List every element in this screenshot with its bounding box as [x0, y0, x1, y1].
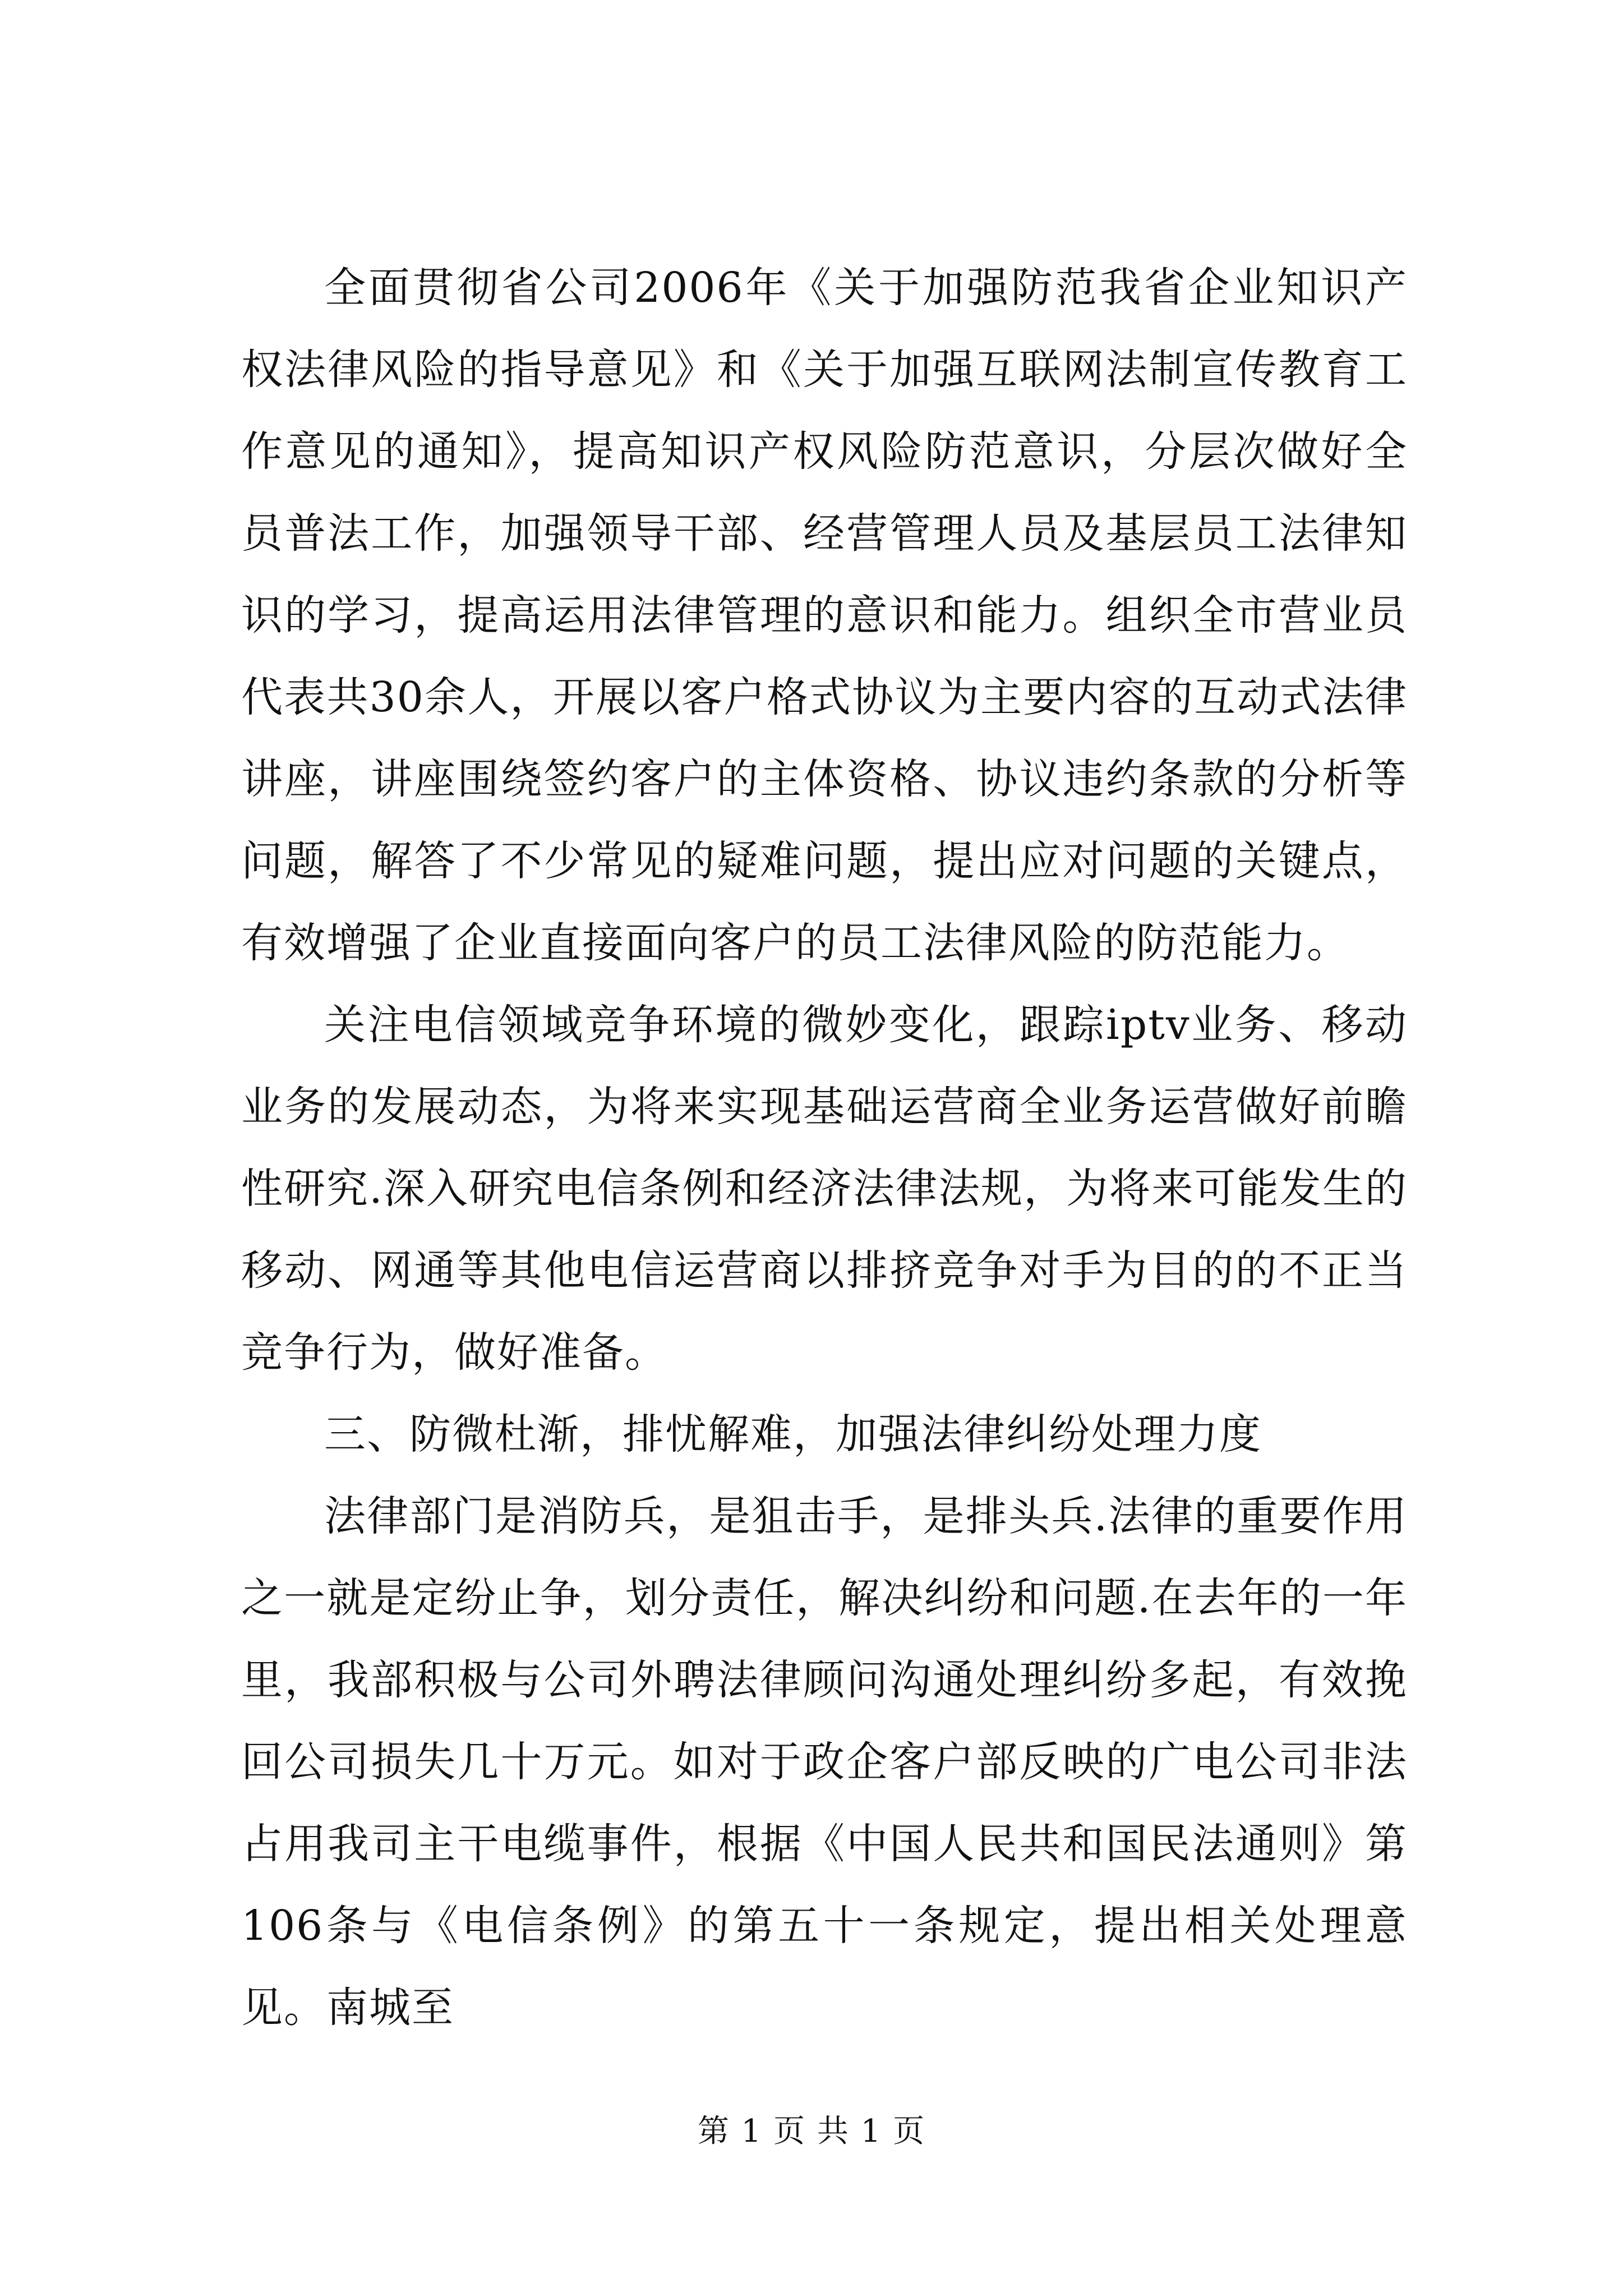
- paragraph-telecom-competition: 关注电信领域竞争环境的微妙变化，跟踪iptv业务、移动业务的发展动态，为将来实现基础运营商全业务运营做好前瞻性研究.深入研究电信条例和经济法律法规，为将来可能发生的移动、网通等其他电信运营商以排挤竞争对手为目的的不正当竞争行为，做好准备。: [241, 1001, 1408, 1377]
- document-body: [241, 247, 1408, 2049]
- paragraph-legal-department-role: 法律部门是消防兵，是狙击手，是排头兵.法律的重要作用之一就是定纷止争，划分责任，解决纠纷和问题.在去年的一年里，我部积极与公司外聘法律顾问沟通处理纠纷多起，有效挽回公司损失几十万元。如对于政企客户部反映的广电公司非法占用我司主干电缆事件，根据《中国人民共和国民法通则》第106条与《电信条例》的第五十一条规定，提出相关处理意见。南城至: [241, 1492, 1408, 2032]
- paragraph-ip-law-training: 全面贯彻省公司2006年《关于加强防范我省企业知识产权法律风险的指导意见》和《关于加强互联网法制宣传教育工作意见的通知》，提高知识产权风险防范意识，分层次做好全员普法工作，加强领导干部、经营管理人员及基层员工法律知识的学习，提高运用法律管理的意识和能力。组织全市营业员代表共30余人，开展以客户格式协议为主要内容的互动式法律讲座，讲座围绕签约客户的主体资格、协议违约条款的分析等问题，解答了不少常见的疑难问题，提出应对问题的关键点，有效增强了企业直接面向客户的员工法律风险的防范能力。: [241, 264, 1408, 967]
- page-number-footer: 第 1 页 共 1 页: [697, 2113, 926, 2150]
- section-heading-dispute-handling: 三、防微杜渐，排忧解难，加强法律纠纷处理力度: [324, 1410, 1262, 1458]
